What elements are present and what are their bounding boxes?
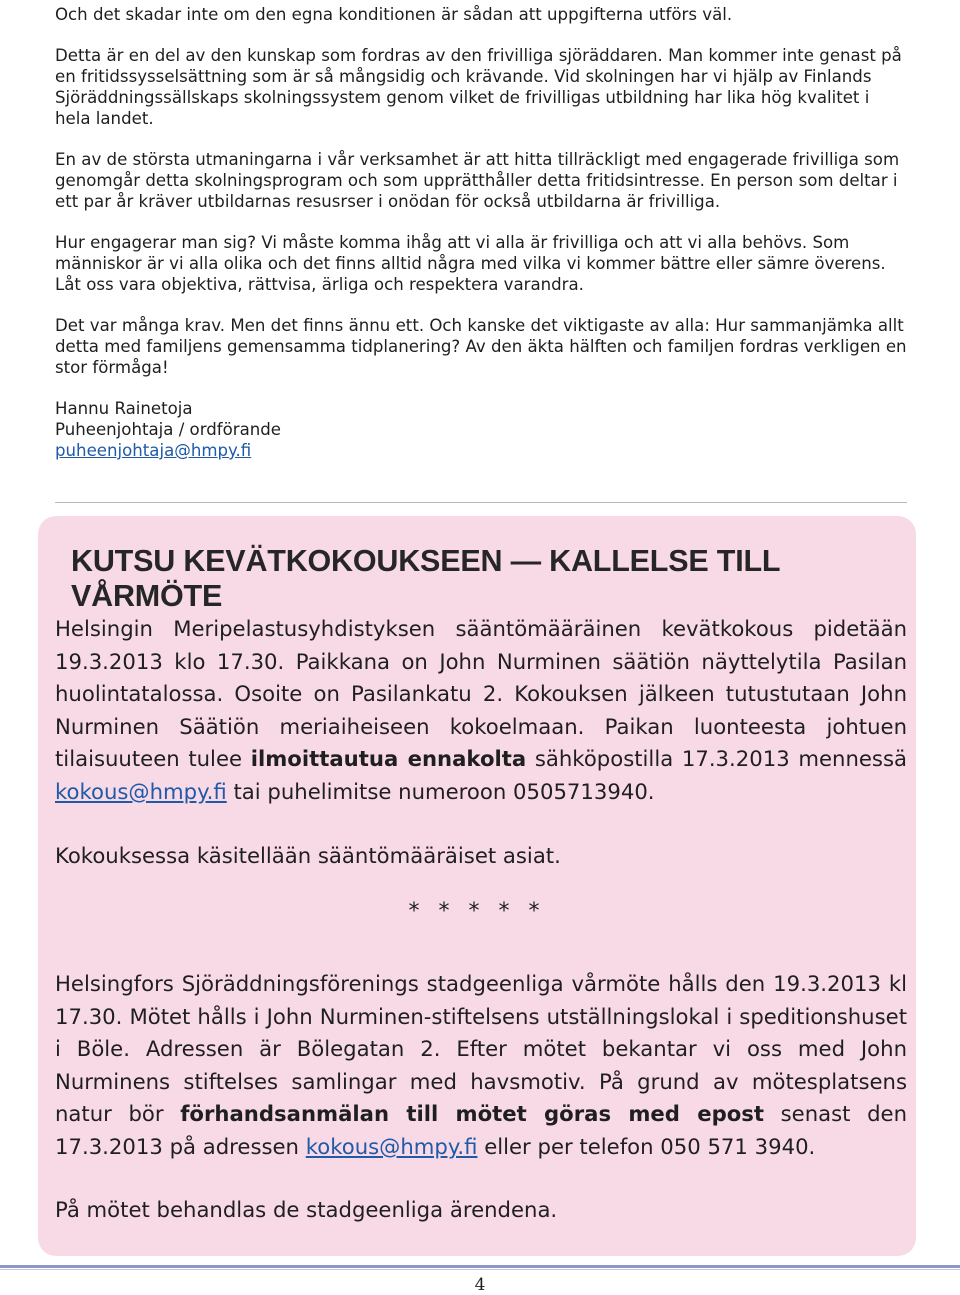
finnish-invitation-paragraph bbox=[55, 613, 907, 809]
swedish-text-2: senast den 17.3.2013 på adressen bbox=[55, 1101, 907, 1159]
signature-title: Puheenjohtaja / ordförande bbox=[55, 420, 282, 439]
finnish-text-3: tai puhelimitse numeroon 0505713940. bbox=[226, 778, 655, 804]
signature-block bbox=[55, 398, 907, 461]
invitation-heading: KUTSU KEVÄTKOKOUKSEEN — KALLELSE TILL VÅRMÖTE bbox=[71, 544, 780, 613]
finnish-bold-text: ilmoittautua ennakolta bbox=[250, 746, 527, 772]
finnish-email-link[interactable]: kokous@hmpy.fi bbox=[55, 778, 227, 804]
top-text-section bbox=[55, 4, 907, 461]
signature-name: Hannu Rainetoja bbox=[55, 399, 193, 418]
stars-separator: * * * * * bbox=[408, 899, 546, 924]
finnish-text-2: sähköpostilla 17.3.2013 mennessä bbox=[526, 746, 907, 772]
swedish-bold-text: förhandsanmälan till mötet göras med epost bbox=[180, 1101, 765, 1127]
finnish-agenda: Kokouksessa käsitellään sääntömääräiset asiat. bbox=[55, 843, 561, 868]
swedish-text-3: eller per telefon 050 571 3940. bbox=[477, 1133, 816, 1159]
finnish-text-1: Helsingin Meripelastusyhdistyksen sääntömääräinen kevätkokous pidetään 19.3.2013 klo 17.30. Paikkana on John Nurminen säätiön näyttelytila Pasilan huolintatalossa. Osoite on Pasilankatu 2. Kokouksen jälkeen tutustutaan John Nurminen Säätiön meriaiheiseen kokoelmaan. Paikan luonteesta johtuen tilaisuuteen tulee bbox=[55, 616, 907, 772]
meeting-invitation-box bbox=[38, 516, 916, 1256]
paragraph-challenges: En av de största utmaningarna i vår verksamhet är att hitta tillräckligt med engagerade frivilliga som genomgår detta skolningsprogram och som upprätthåller detta fritidsintresse. En person som deltar i ett par år kräver utbildarnas resusrser i onödan för också utbildarna är frivilliga. bbox=[55, 150, 900, 211]
swedish-invitation-paragraph bbox=[55, 968, 907, 1164]
paragraph-conditioning: Och det skadar inte om den egna konditionen är sådan att uppgifterna utförs väl. bbox=[55, 5, 733, 24]
footer-rule bbox=[0, 1265, 960, 1268]
page-number: 4 bbox=[474, 1275, 486, 1295]
section-divider bbox=[55, 502, 907, 503]
signature-email-link[interactable]: puheenjohtaja@hmpy.fi bbox=[55, 441, 252, 460]
swedish-text-1: Helsingfors Sjöräddningsförenings stadgeenliga vårmöte hålls den 19.3.2013 kl 17.30. Mötet hålls i John Nurminen-stiftelsens utställningslokal i speditionshuset i Böle. Adressen är Bölegatan 2. Efter mötet bekantar vi oss med John Nurminens stiftelses samlingar med havsmotiv. På grund av mötesplatsens natur bör bbox=[55, 971, 907, 1127]
paragraph-engagement: Hur engagerar man sig? Vi måste komma ihåg att vi alla är frivilliga och att vi alla behövs. Som människor är vi alla olika och det finns alltid några med vilka vi kommer bättre eller sämre överens. Låt oss vara objektiva, rättvisa, ärliga och respektera varandra. bbox=[55, 233, 886, 294]
paragraph-demands: Det var många krav. Men det finns ännu ett. Och kanske det viktigaste av alla: Hur sammanjämka allt detta med familjens gemensamma tidplanering? Av den äkta hälften och familjen fordras verkligen en stor förmåga! bbox=[55, 316, 907, 377]
swedish-agenda: På mötet behandlas de stadgeenliga ärendena. bbox=[55, 1197, 558, 1222]
footer-rule-thin bbox=[0, 1269, 960, 1270]
swedish-email-link[interactable]: kokous@hmpy.fi bbox=[305, 1133, 478, 1159]
paragraph-knowledge: Detta är en del av den kunskap som fordras av den frivilliga sjöräddaren. Man kommer inte genast på en fritidssysselsättning som är så mångsidig och krävande. Vid skolningen har vi hjälp av Finlands Sjöräddningssällskaps skolningssystem genom vilket de frivilligas utbildning har lika hög kvalitet i hela landet. bbox=[55, 46, 902, 128]
